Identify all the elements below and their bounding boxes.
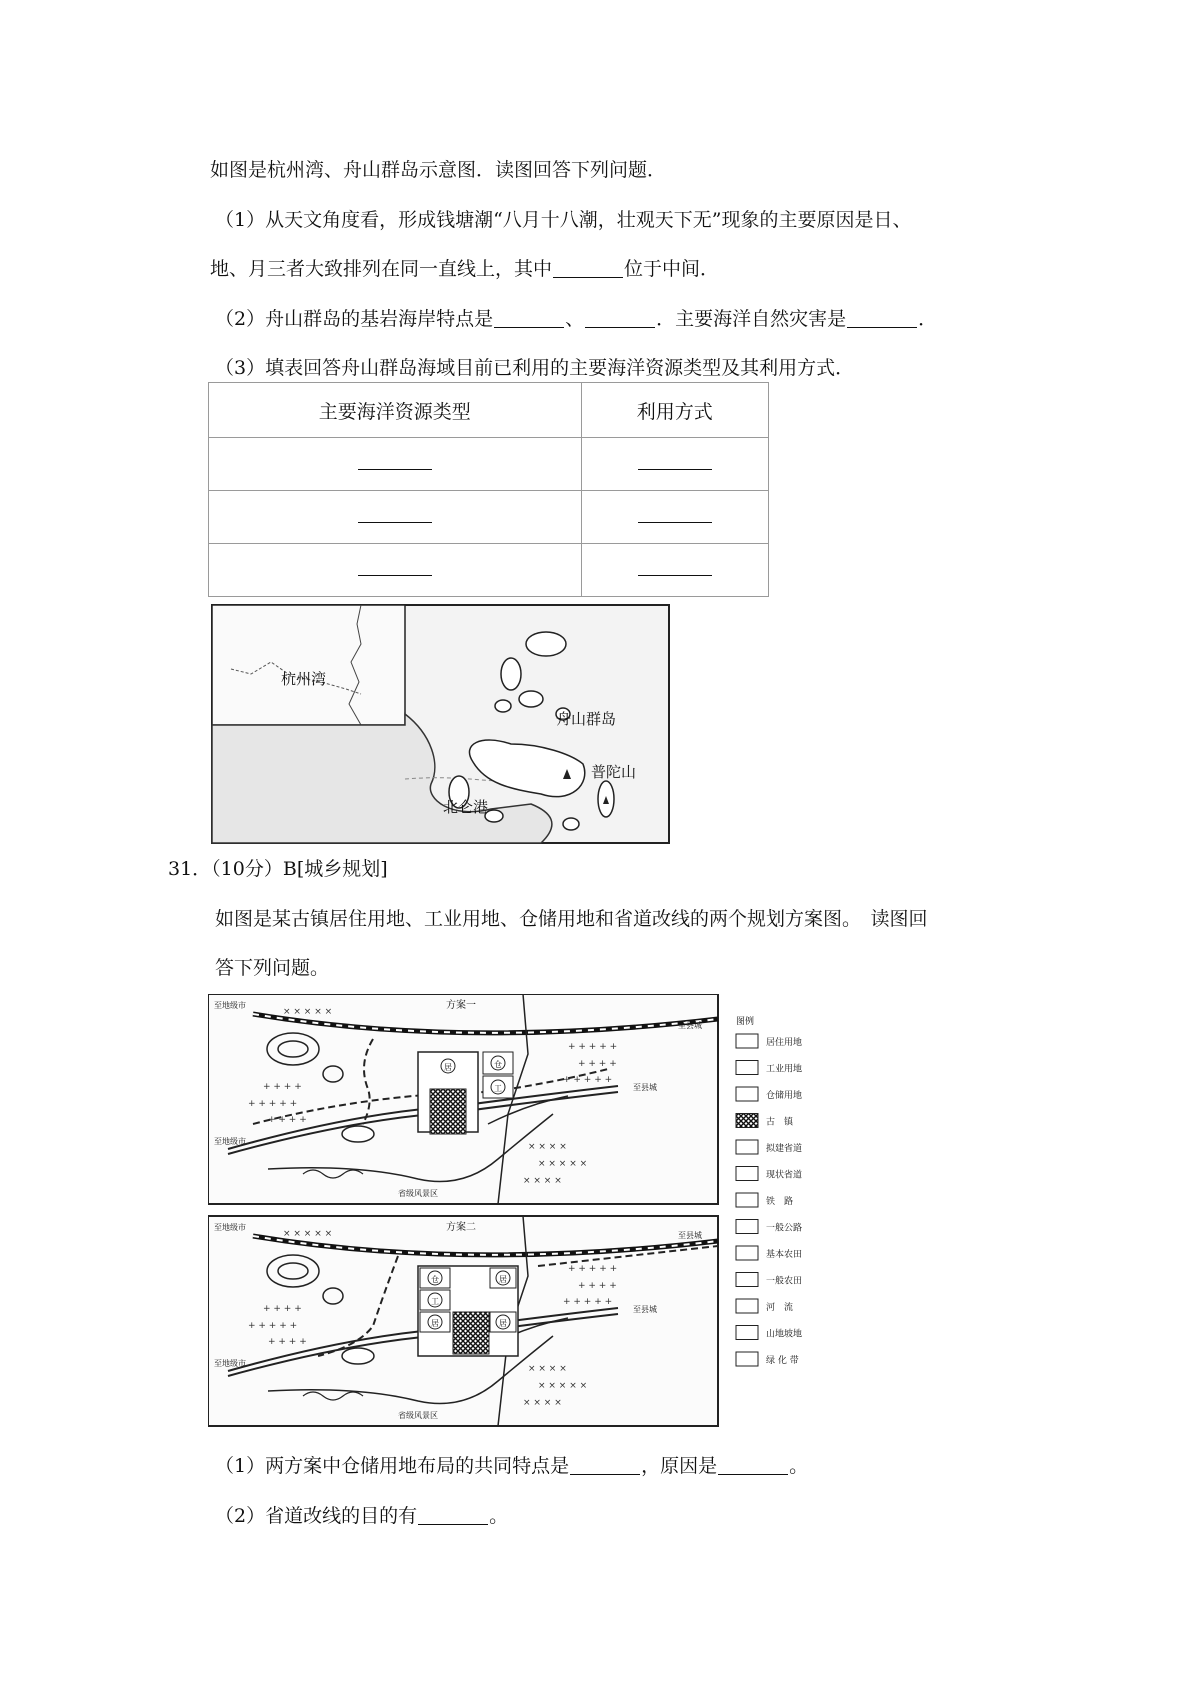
sub1-end: 。 [789,1455,809,1477]
legend-item [736,1114,794,1128]
svg-text:居: 居 [499,1275,507,1284]
svg-text:居: 居 [431,1319,439,1328]
legend-label: 绿 化 带 [766,1356,799,1366]
answer-blank[interactable] [847,309,917,328]
legend-title: 图例 [736,1017,755,1027]
q2-end: ． [918,308,938,330]
table-row [209,438,769,491]
table-header: 利用方式 [581,383,769,438]
sub1-text-a: （1）两方案中仓储用地布局的共同特点是 [215,1455,570,1477]
intro-text: 如图是杭州湾、舟山群岛示意图．读图回答下列问题． [210,159,667,181]
question-31-intro-1: 如图是某古镇居住用地、工业用地、仓储用地和省道改线的两个规划方案图。 读图回 [215,908,928,930]
legend-item [736,1167,802,1181]
answer-blank[interactable] [358,506,432,523]
answer-blank[interactable] [638,559,712,576]
table-row [209,491,769,544]
legend-item [736,1087,802,1101]
legend-label: 山地坡地 [766,1329,803,1340]
question-1-line2 [210,256,719,282]
table-row [209,544,769,597]
answer-blank[interactable] [585,309,655,328]
legend-label: 一般农田 [766,1276,803,1287]
sub-question-1 [215,1453,808,1479]
label-bay: 杭州湾 [281,670,327,688]
q1-text-b: 位于中间． [624,258,720,280]
to-city-label: 至地级市 [214,1001,246,1010]
planning-scheme-map [208,994,862,1428]
scheme-2-title: 方案二 [446,1222,476,1233]
question-31-intro-2: 答下列问题。 [215,957,330,979]
to-city-label: 至地级市 [214,1223,246,1232]
scenic-label: 省级风景区 [398,1411,438,1420]
sub-question-2 [215,1503,508,1529]
legend-label: 工业用地 [766,1064,803,1075]
legend-label: 古 镇 [766,1117,794,1128]
answer-blank[interactable] [358,559,432,576]
answer-blank[interactable] [718,1456,788,1475]
legend-item [736,1299,793,1313]
question-1-line1: （1）从天文角度看，形成钱塘潮“八月十八潮，壮观天下无”现象的主要原因是日、 [215,209,912,231]
answer-blank[interactable] [553,259,623,278]
svg-text:仓: 仓 [494,1060,502,1069]
to-city-label: 至地级市 [214,1359,246,1368]
legend-item [736,1061,802,1075]
svg-text:居: 居 [444,1063,452,1072]
svg-text:工: 工 [431,1297,439,1306]
label-islands: 舟山群岛 [556,710,617,728]
sub2-end: 。 [489,1505,509,1527]
legend-label: 河 流 [766,1303,794,1313]
sub2-text-a: （2）省道改线的目的有 [215,1505,418,1527]
q1-text-a: 地、月三者大致排列在同一直线上，其中 [210,258,553,280]
answer-blank[interactable] [638,453,712,470]
answer-blank[interactable] [494,309,564,328]
legend-item [736,1034,802,1048]
answer-blank[interactable] [570,1456,640,1475]
to-city-label: 至地级市 [214,1137,246,1146]
q2-text-a: （2）舟山群岛的基岩海岸特点是 [215,308,494,330]
table-header: 主要海洋资源类型 [209,383,582,438]
question-2 [215,306,937,332]
question-3: （3）填表回答舟山群岛海域目前已利用的主要海洋资源类型及其利用方式． [215,357,855,379]
to-county-label: 至县城 [633,1083,657,1092]
question-31-title: 31．（10分）B[城乡规划] [168,858,388,880]
answer-blank[interactable] [358,453,432,470]
svg-text:工: 工 [494,1084,502,1093]
legend-item [736,1273,802,1287]
svg-text:仓: 仓 [431,1275,439,1284]
zhoushan-map [211,604,670,844]
legend-label: 拟建省道 [766,1144,803,1154]
scenic-label: 省级风景区 [398,1189,438,1198]
label-putuo: 普陀山 [591,763,637,781]
to-county-label: 至县城 [678,1231,702,1240]
to-county-label: 至县城 [633,1305,657,1314]
resource-table [208,382,769,597]
scheme-2-panel [208,1216,718,1426]
to-county-label: 至县城 [678,1021,702,1030]
legend-label: 居住用地 [766,1038,803,1048]
legend-item [736,1140,802,1154]
scheme-1-title: 方案一 [446,1000,476,1011]
legend-label: 仓储用地 [766,1091,803,1101]
legend-item [736,1326,802,1340]
legend-label: 一般公路 [766,1223,803,1234]
scheme-1-panel [208,994,718,1204]
legend-label: 现状省道 [766,1170,803,1181]
svg-text:居: 居 [499,1319,507,1328]
legend-item [736,1352,799,1366]
legend-label: 基本农田 [766,1250,803,1260]
label-port: 北仑港 [443,798,489,816]
sub1-text-b: ，原因是 [641,1455,718,1477]
answer-blank[interactable] [638,506,712,523]
answer-blank[interactable] [418,1506,488,1525]
map-legend [736,1015,802,1366]
q2-sep: 、 [565,308,585,330]
legend-label: 铁 路 [766,1197,794,1207]
legend-item [736,1220,802,1234]
legend-item [736,1193,793,1207]
legend-item [736,1246,802,1260]
q2-text-b: ．主要海洋自然灾害是 [656,308,847,330]
